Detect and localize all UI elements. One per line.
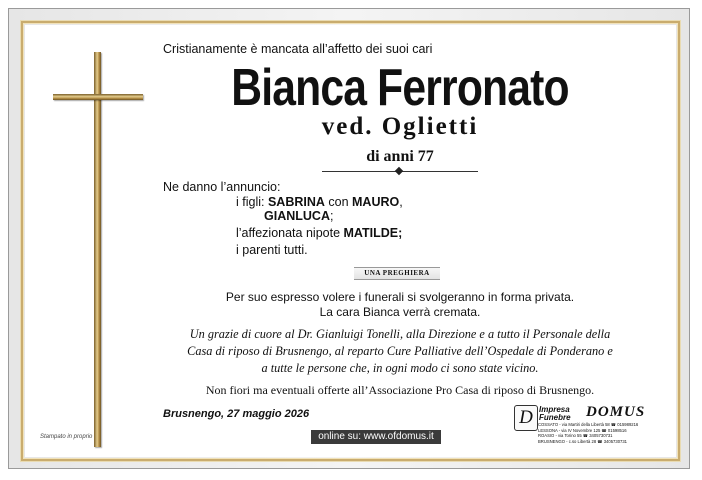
child-name: SABRINA (267, 195, 325, 209)
branch-item: ROASIO - via Torino 55 ☎ 3405730731 (538, 433, 613, 439)
branch-item: COSSATO - via Martiri della Libertà 58 ☎ 015989216 (538, 422, 639, 427)
grandchild-name: MATILDE; (343, 226, 403, 240)
grandchild-line (236, 226, 402, 240)
private-funeral-text (160, 290, 640, 320)
private-line-1: Per suo espresso volere i funerali si svolgeranno in forma privata. (225, 290, 575, 304)
flowers-text: Non fiori ma eventuali offerte all’Associazione Pro Casa di riposo di Brusnengo. (205, 383, 595, 397)
partner-name: MAURO (352, 195, 400, 209)
branch-item: LESSONA - via IV Novembre 125 ☎ 01598516 (538, 427, 627, 433)
domus-logo-icon: D (514, 405, 538, 431)
prayer-label: UNA PREGHIERA (354, 267, 440, 280)
age-text: di anni 77 (366, 148, 434, 165)
deceased-name: Bianca Ferronato (231, 59, 569, 117)
online-link[interactable]: online su: www.ofdomus.it (311, 430, 441, 444)
cross-icon (94, 52, 101, 447)
agency-type-line-1: Impresa (539, 405, 570, 414)
thanks-line-1: Un grazie di cuore al Dr. Gianluigi Tonelli, alla Direzione e a tutto il Personale della (189, 327, 611, 341)
agency-type (539, 406, 571, 422)
thanks-text (160, 326, 640, 377)
relatives-line: i parenti tutti. (236, 243, 308, 257)
child-separator: , (399, 195, 403, 209)
announce-label: Ne danno l’annuncio: (163, 180, 281, 194)
printed-note: Stampato in proprio (40, 434, 93, 440)
cross-arm (53, 94, 143, 100)
grandchild-prefix: l’affezionata nipote (236, 226, 344, 240)
thanks-line-2: Casa di riposo di Brusnengo, al reparto Cure Palliative dell’Ospedale di Ponderano e (187, 344, 613, 358)
agency-branches (538, 422, 638, 444)
children-line-2 (264, 209, 333, 223)
agency-type-line-2: Funebre (539, 413, 571, 422)
date-line: Brusnengo, 27 maggio 2026 (163, 408, 310, 420)
children-prefix: i figli: (236, 195, 268, 209)
child-name-2: GIANLUCA (264, 209, 330, 223)
branch-item: BRUSNENGO - c.so Libertà 28 ☎ 3405730731 (538, 438, 628, 444)
private-line-2: La cara Bianca verrà cremata. (319, 305, 481, 319)
intro-text: Cristianamente è mancata all’affetto dei suoi cari (163, 42, 433, 56)
children-line (236, 195, 403, 209)
child-conjunction: con (324, 195, 353, 209)
child-line-end: ; (329, 209, 334, 223)
thanks-line-3: a tutte le persone che, in ogni modo ci sono state vicino. (261, 361, 539, 375)
widow-of: ved. Oglietti (321, 113, 479, 140)
agency-name: DOMUS (586, 404, 646, 420)
